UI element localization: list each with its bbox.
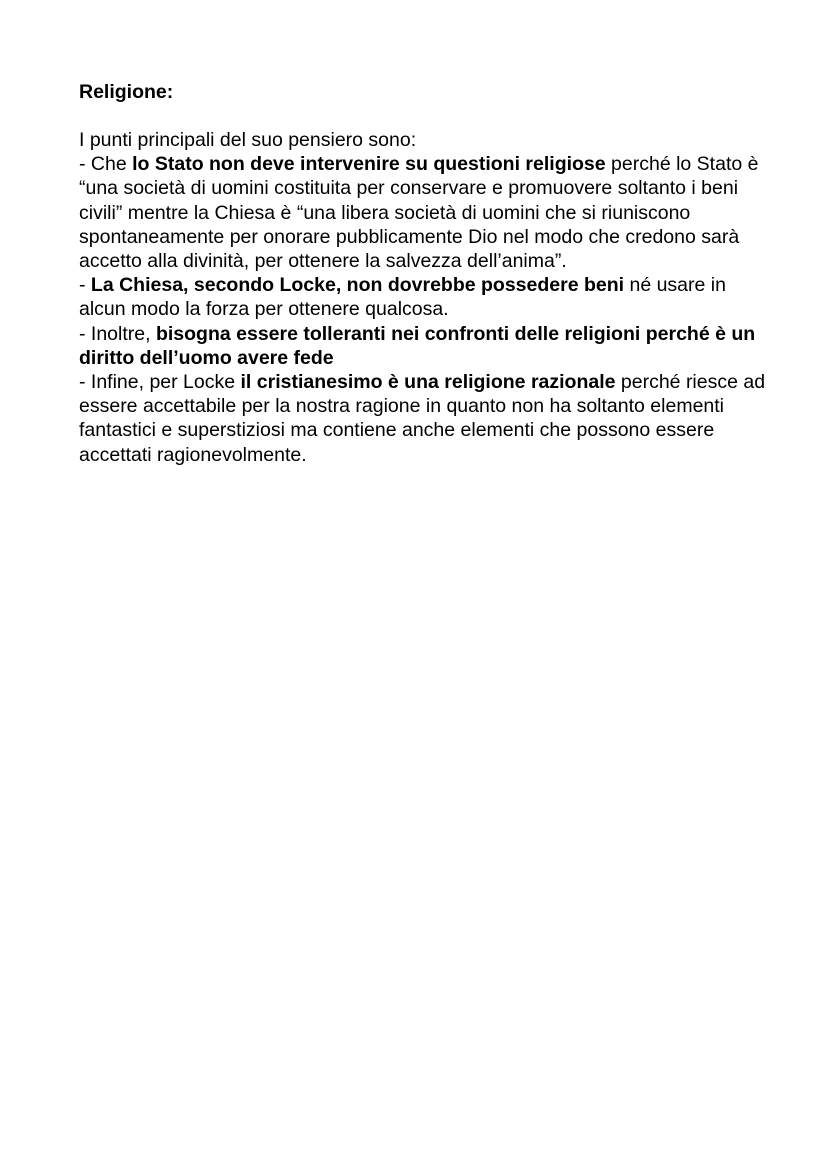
blank-line [79, 104, 769, 128]
section-heading: Religione: [79, 81, 174, 103]
bullet-suffix: perché lo Stato è “una società di uomini costituita per conservare e promuovere soltanto i beni civili” mentre la Chiesa è “una libera società di uomini che si riuniscono spontaneamente per onorare pubblicamente Dio nel modo che credono sarà accetto alla divinità, per ottenere la salvezza dell’anima”. [79, 153, 759, 273]
bullet-suffix: né usare in alcun modo la forza per ottenere qualcosa. [79, 274, 726, 321]
document-page [79, 80, 769, 467]
bullet-state-religion [79, 152, 769, 273]
bullet-christianity-rational [79, 370, 769, 467]
bullet-bold-text: lo Stato non deve intervenire su questioni religiose [132, 153, 606, 176]
bullet-prefix: - Inoltre, [79, 322, 156, 345]
bullet-bold-text: La Chiesa, secondo Locke, non dovrebbe possedere beni [90, 274, 625, 297]
bullet-prefix: - Infine, per Locke [79, 371, 241, 394]
bullet-church-goods [79, 273, 769, 321]
bullet-bold-text: il cristianesimo è una religione razionale [240, 371, 616, 394]
intro-line: I punti principali del suo pensiero sono: [79, 129, 417, 151]
bullet-prefix: - Che [79, 153, 133, 176]
bullet-prefix: - [79, 274, 91, 297]
bullet-tolerance [79, 322, 769, 370]
bullet-suffix: perché riesce ad essere accettabile per la nostra ragione in quanto non ha soltanto elementi fantastici e superstiziosi ma contiene anche elementi che possono essere accettati ragionevolmente. [79, 371, 766, 466]
bullet-bold-text: bisogna essere tolleranti nei confronti delle religioni perché è un diritto dell’uomo avere fede [79, 322, 756, 369]
